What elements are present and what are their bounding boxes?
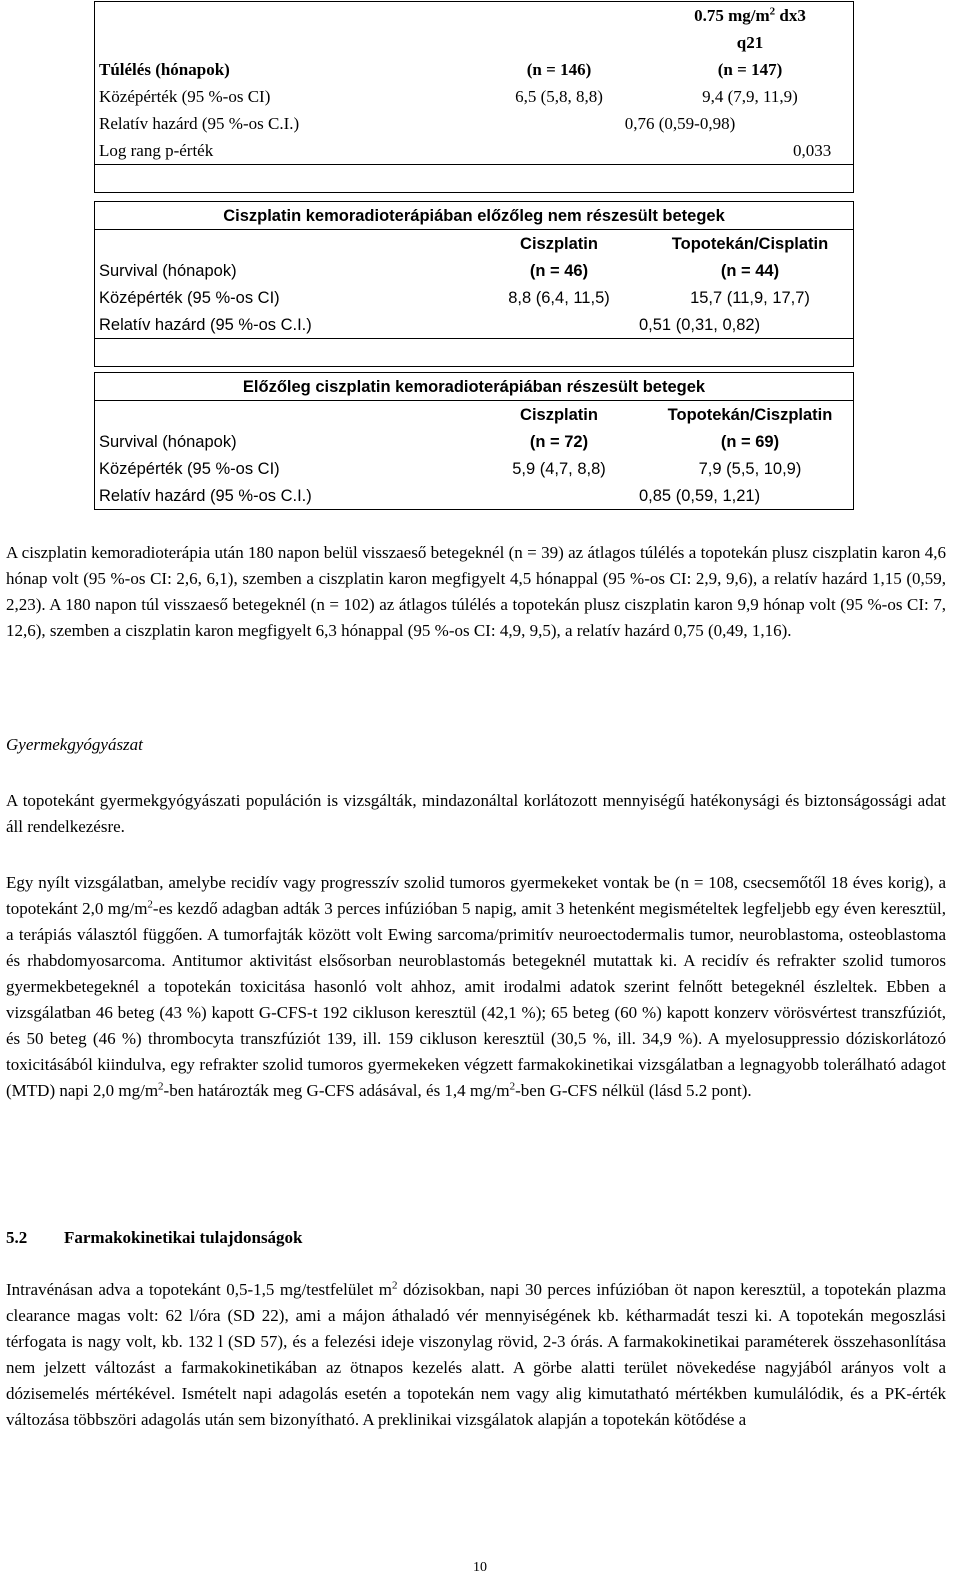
table-row: Középérték (95 %-os CI) 5,9 (4,7, 8,8) 7,9 (5,5, 10,9) (95, 455, 854, 482)
table-row: Log rang p-érték 0,033 (95, 137, 854, 165)
survival-table-overall (94, 1, 854, 193)
survival-table-prior-chemoradiation: Előzőleg ciszplatin kemoradioterápiában részesült betegek Ciszplatin Topotekán/Ciszplatin Survival (hónapok) (n = 72) (n = 69) Középérték (95 %-os CI) 5,9 (4,7, 8,8) 7,9 (5,5, 10,9) Relatív hazárd (95 %-os C.I.) 0,85 (0,59, 1,21) (94, 372, 854, 510)
table-row: Túlélés (hónapok) (n = 146) (n = 147) (95, 56, 854, 83)
subheading-pediatrics: Gyermekgyógyászat (6, 735, 143, 754)
page-number: 10 (473, 1560, 487, 1575)
table-row: Survival (hónapok) (n = 72) (n = 69) (95, 428, 854, 455)
table-row: Relatív hazárd (95 %-os C.I.) 0,85 (0,59, 1,21) (95, 482, 854, 510)
table-row: Középérték (95 %-os CI) 6,5 (5,8, 8,8) 9,4 (7,9, 11,9) (95, 83, 854, 110)
paragraph-pediatric-study: Egy nyílt vizsgálatban, amelybe recidív vagy progresszív szolid tumoros gyermekeket vontak be (n = 108, csecsemőtől 18 éves korig), a topotekánt 2,0 $mg/m^2-es$ kezdő adagban adták 3 perces infúzióban 5 napig, amit 3 hetenként megismételtek legfeljebb egy éven keresztül, a terápiás választól függően. A tumorfajták között volt Ewing sarcoma/primitív neuroectodermalis tumor, neuroblastoma, osteoblastoma és rhabdomyosarcoma. Antitumor aktivitást elsősorban neuroblastomás betegeknél mutattak ki. A recidív és refrakter szolid tumoros gyermekbetegeknél a topotekán toxicitása hasonló volt ahhoz, amit irodalmi adatok szerint felnőtt betegeknél észleltek. Ebben a vizsgálatban 46 beteg (43 %) kapott G-CFS-t 192 cikluson keresztül (42,1 %); 65 beteg (60 %) kapott konzerv vörösvértest transzfúziót, és 50 beteg (46 %) thrombocyta transzfúziót 139, ill. 159 cikluson keresztül (30,5 %, ill. 34,9 %). A myelosuppressio dóziskorlátozó toxicitásából kiindulva, egy refrakter szolid tumoros gyermekeken végzett farmakokinetikai vizsgálatban a legnagyobb tolerálható adagot (MTD) napi 2,0 $mg/m^2$-ben határozták meg G-CFS adásával, és 1,4 $mg/m^2$-ben G-CFS nélkül (lásd 5.2 pont). (6, 873, 946, 1100)
table-row: Relatív hazárd (95 %-os C.I.) 0,51 (0,31, 0,82) (95, 311, 854, 339)
table-row: Survival (hónapok) (n = 46) (n = 44) (95, 257, 854, 284)
table-row: Relatív hazárd (95 %-os C.I.) 0,76 (0,59-0,98) (95, 110, 854, 137)
survival-table-no-prior-chemoradiation: Ciszplatin kemoradioterápiában előzőleg nem részesült betegek Ciszplatin Topotekán/Cisplatin Survival (hónapok) (n = 46) (n = 44) Középérték (95 %-os CI) 8,8 (6,4, 11,5) 15,7 (11,9, 17,7) Relatív hazárd (95 %-os C.I.) 0,51 (0,31, 0,82) (94, 201, 854, 367)
table-title: Ciszplatin kemoradioterápiában előzőleg nem részesült betegek (95, 202, 854, 230)
table-title: Előzőleg ciszplatin kemoradioterápiában részesült betegek (95, 373, 854, 401)
paragraph-pharmacokinetics: Intravénásan adva a topotekánt 0,5-1,5 mg/testfelület $m^2$ dózisokban, napi 30 perces infúzióban öt napon keresztül, a topotekán plazma clearance magas volt: 62 l/óra (SD 22), ami a májon áthaladó vér mennyiségének kb. kétharmadát teszi ki. A topotekán megoszlási térfogata is nagy volt, kb. 132 l (SD 57), és a felezési ideje viszonylag rövid, 2-3 órás. A farmakokinetikai paraméterek összehasonlítása nem jelzett változást a farmakokinetikában az ötnapos kezelés alatt. A görbe alatti terület növekedése nagyjából arányos volt a dózisemelés mértékével. Ismételt napi adagolás esetén a topotekán nem vagy alig kimutatható mértékben kumulálódik, és a PK-érték változása többszöri adagolás után sem bizonyítható. A preklinikai vizsgálatok alapján a topotekán kötődése a (6, 1279, 946, 1429)
paragraph-pediatrics-intro: A topotekánt gyermekgyógyászati populáción is vizsgálták, mindazonáltal korlátozott mennyiségű hatékonysági és biztonságossági adat áll rendelkezésre. (6, 791, 946, 836)
table-row: Középérték (95 %-os CI) 8,8 (6,4, 11,5) 15,7 (11,9, 17,7) (95, 284, 854, 311)
dose-header: 0.75 $mg/m^2$ dx3 q21 (647, 2, 854, 57)
paragraph-relapse-survival: A ciszplatin kemoradioterápia után 180 napon belül visszaeső betegeknél (n = 39) az átlagos túlélés a topotekán plusz ciszplatin karon 4,6 hónap volt (95 %-os CI: 2,6, 6,1), szemben a ciszplatin karon megfigyelt 4,5 hónappal (95 %-os CI: 2,9, 9,6), a relatív hazárd 1,15 (0,59, 2,23). A 180 napon túl visszaeső betegeknél (n = 102) az átlagos túlélés a topotekán plusz ciszplatin karon 9,9 hónap volt (95 %-os CI: 7, 12,6), szemben a ciszplatin karon megfigyelt 6,3 hónappal (95 %-os CI: 4,9, 9,5), a relatív hazárd 0,75 (0,49, 1,16). (6, 543, 946, 640)
section-heading: 5.2 Farmakokinetikai tulajdonságok (6, 1228, 303, 1247)
